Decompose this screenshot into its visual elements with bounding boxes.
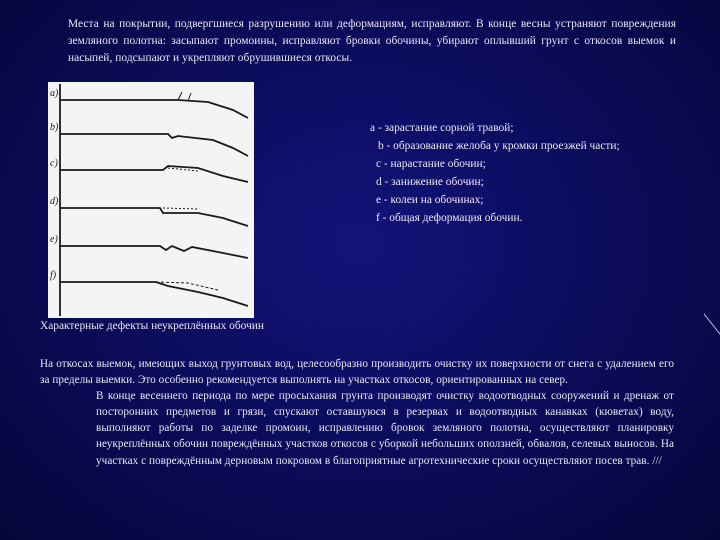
figure-label-c: c) (50, 158, 58, 169)
figure-label-e: e) (50, 234, 58, 245)
legend-item: e - колеи на обочинах; (376, 193, 484, 206)
profile-b (60, 134, 248, 156)
end-mark: /// (652, 454, 662, 467)
figure-caption: Характерные дефекты неукреплённых обочин (40, 320, 264, 332)
profile-a (60, 100, 248, 118)
legend-item: d - занижение обочин; (376, 175, 484, 188)
figure-label-a: a) (50, 88, 59, 99)
body-text (40, 356, 674, 469)
defects-figure (48, 82, 254, 318)
profile-e (60, 246, 248, 258)
legend-item: b - образование желоба у кромки проезжей части; (378, 139, 620, 152)
profile-c (60, 166, 248, 182)
decorative-line (700, 300, 720, 340)
profile-d (60, 208, 248, 226)
legend-item: a - зарастание сорной травой; (370, 122, 514, 134)
profile-d-original (163, 208, 198, 209)
legend (370, 120, 620, 227)
intro-text: Места на покрытии, подвергшиеся разрушению или деформациям, исправляют. В конце весны устраняют повреждения земляного полотна: засыпают промоины, исправляют бровки обочины, убирают оплывший грунт с откосов выемок и насыпей, подсыпают и укрепляют обрушившиеся откосы. (68, 18, 676, 64)
defects-diagram (48, 82, 254, 318)
profile-f (60, 282, 248, 306)
intro-paragraph (40, 16, 676, 66)
figure-label-b: b) (50, 122, 59, 133)
figure-label-d: d) (50, 196, 59, 207)
body-paragraph-2-text: В конце весеннего периода по мере просыхания грунта производят очистку водоотводных сооружений и дренаж от посторонних предметов и грязи, спускают оставшуюся в резервах и водоотводных канавках (кюветах) воду, выполняют работы по заделке промоин, исправлению бровок земляного полотна, осуществляют планировку неукреплённых обочин повреждённых участков откосов с уборкой небольших оползней, обвалов, селевых выносов. На участках с повреждённым дерновым покровом в благоприятные агротехнические сроки осуществляют посев трав. (96, 390, 674, 467)
body-paragraph-2 (40, 388, 674, 468)
body-paragraph-1: На откосах выемок, имеющих выход грунтовых вод, целесообразно производить очистку их поверхности от снега с удалением его за пределы выемки. Это особенно рекомендуется выполнять на участках откосов, ориентированных на север. (40, 358, 674, 387)
legend-item: c - нарастание обочин; (376, 157, 486, 170)
figure-label-f: f) (50, 270, 57, 281)
legend-item: f - общая деформация обочин. (376, 211, 523, 224)
